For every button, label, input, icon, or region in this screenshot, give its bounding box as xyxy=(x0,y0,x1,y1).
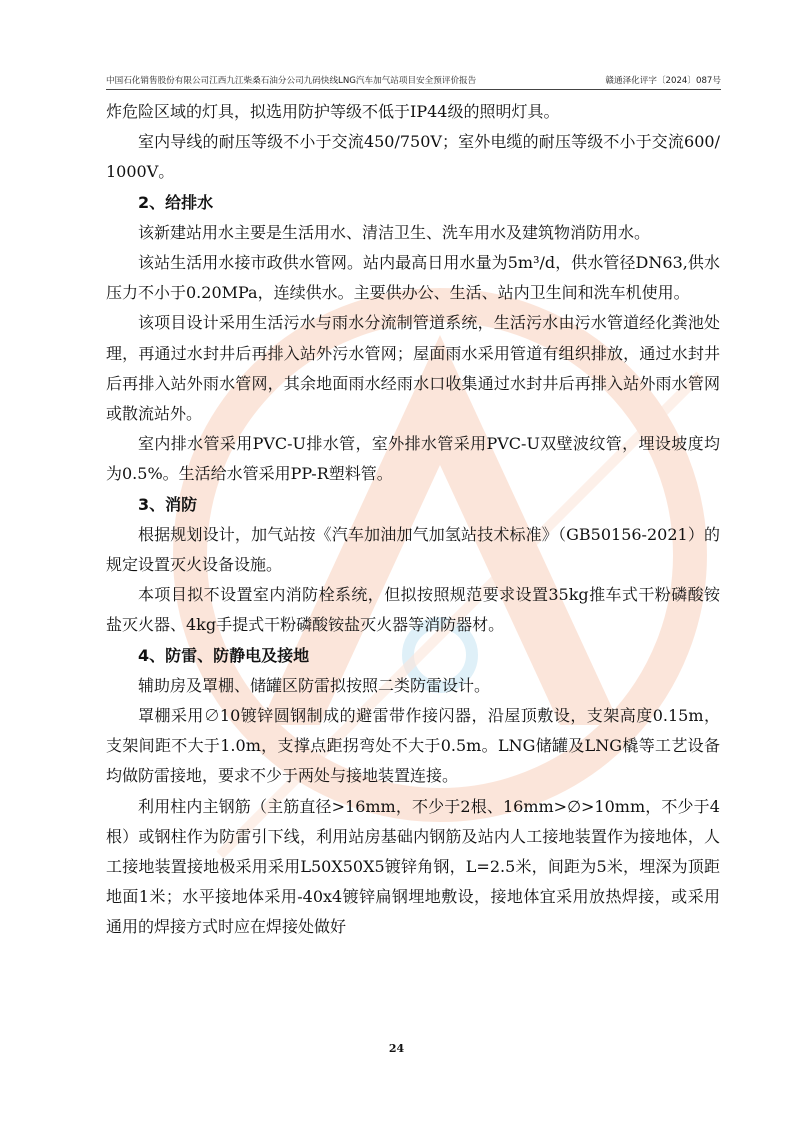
body-paragraph: 该站生活用水接市政供水管网。站内最高日用水量为5m³/d，供水管径DN63,供水压力不小于0.20MPa，连续供水。主要供办公、生活、站内卫生间和洗车机使用。 xyxy=(106,253,720,303)
section-heading: 4、防雷、防静电及接地 xyxy=(138,645,310,665)
body-paragraph: 罩棚采用∅10镀锌圆钢制成的避雷带作接闪器，沿屋顶敷设，支架高度0.15m，支架间距不大于1.0m，支撑点距拐弯处不大于0.5m。LNG储罐及LNG橇等工艺设备均做防雷接地，要求不少于两处与接地装置连接。 xyxy=(106,706,720,786)
header-document-number: 赣通泽化评字〔2024〕087号 xyxy=(605,76,721,86)
body-paragraph: 室内排水管采用PVC-U排水管，室外排水管采用PVC-U双壁波纹管，埋设坡度均为0.5%。生活给水管采用PP-R塑料管。 xyxy=(106,434,720,484)
body-paragraph: 辅助房及罩棚、储罐区防雷拟按照二类防雷设计。 xyxy=(138,675,491,695)
body-paragraph: 本项目拟不设置室内消防栓系统，但拟按照规范要求设置35kg推车式干粉磷酸铵盐灭火器、4kg手提式干粉磷酸铵盐灭火器等消防器材。 xyxy=(106,585,720,635)
page-number: 24 xyxy=(388,1042,405,1055)
body-paragraph: 该项目设计采用生活污水与雨水分流制管道系统，生活污水由污水管道经化粪池处理，再通过水封井后再排入站外污水管网；屋面雨水采用管道有组织排放，通过水封井后再排入站外雨水管网，其余地面雨水经雨水口收集通过水封井后再排入站外雨水管网或散流站外。 xyxy=(106,313,720,424)
body-paragraph: 利用柱内主钢筋（主筋直径>16mm，不少于2根、16mm>∅>10mm，不少于4根）或钢柱作为防雷引下线，利用站房基础内钢筋及站内人工接地装置作为接地体，人工接地装置接地极采用采用L50X50X5镀锌角钢，L=2.5米，间距为5米，埋深为顶距地面1米；水平接地体采用-40x4镀锌扁钢埋地敷设，接地体宜采用放热焊接，或采用通用的焊接方式时应在焊接处做好 xyxy=(106,796,720,937)
page-header xyxy=(106,68,721,90)
document-body xyxy=(106,97,720,943)
body-paragraph: 该新建站用水主要是生活用水、清洁卫生、洗车用水及建筑物消防用水。 xyxy=(138,222,651,242)
section-heading: 2、给排水 xyxy=(138,192,214,212)
header-report-title: 中国石化销售股份有限公司江西九江柴桑石油分公司九码快线LNG汽车加气站项目安全预评价报告 xyxy=(106,76,477,86)
body-paragraph: 室内导线的耐压等级不小于交流450/750V；室外电缆的耐压等级不小于交流600/1000V。 xyxy=(106,132,720,182)
section-heading: 3、消防 xyxy=(138,494,198,514)
body-paragraph: 根据规划设计，加气站按《汽车加油加气加氢站技术标准》（GB50156-2021）的规定设置灭火设备设施。 xyxy=(106,524,720,575)
body-paragraph: 炸危险区域的灯具，拟选用防护等级不低于IP44级的照明灯具。 xyxy=(106,102,560,121)
